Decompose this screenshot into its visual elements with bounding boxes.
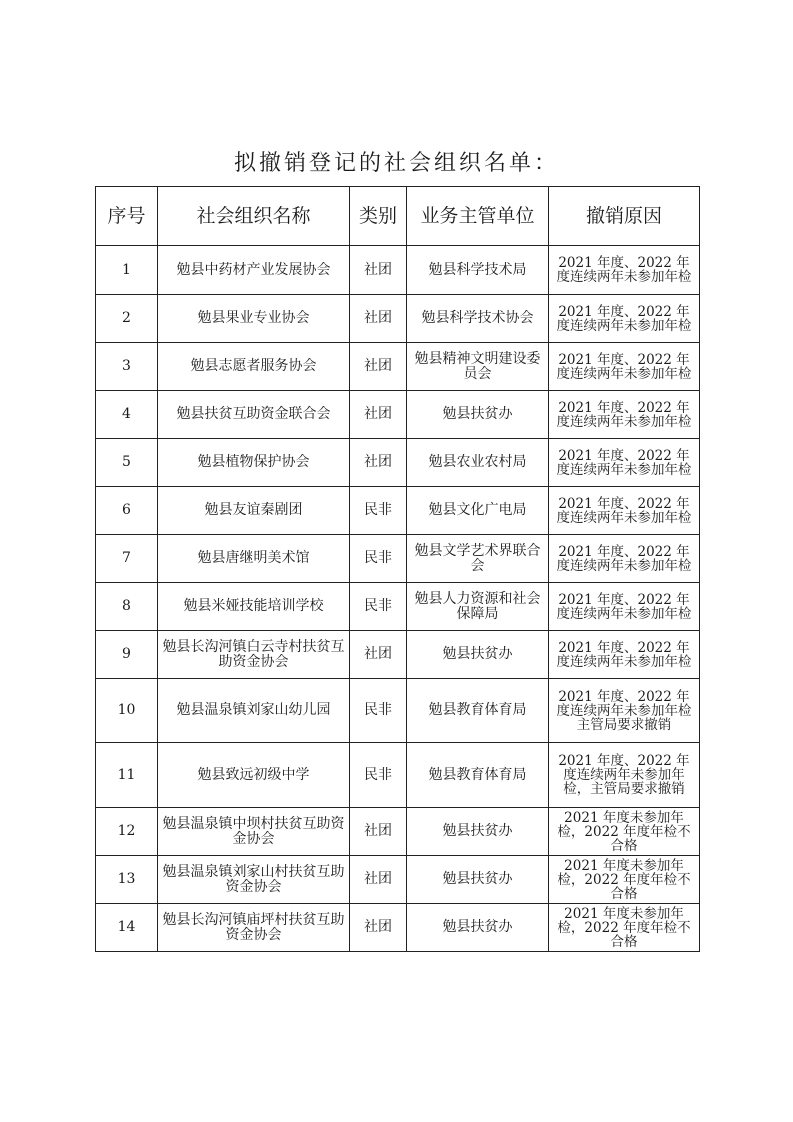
table-row xyxy=(96,246,700,295)
table-row xyxy=(96,904,700,952)
cell-name: 勉县温泉镇刘家山村扶贫互助资金协会 xyxy=(158,856,350,904)
cell-reason: 2021 年度、2022 年度连续两年未参加年检 xyxy=(549,631,700,679)
cell-supervisor: 勉县文化广电局 xyxy=(407,487,549,535)
cell-name: 勉县长沟河镇白云寺村扶贫互助资金协会 xyxy=(158,631,350,679)
table-row xyxy=(96,295,700,343)
table-row xyxy=(96,487,700,535)
cell-reason: 2021 年度、2022 年度连续两年未参加年检 xyxy=(549,246,700,295)
cell-reason: 2021 年度未参加年检，2022 年度年检不合格 xyxy=(549,856,700,904)
cell-category: 民非 xyxy=(350,743,407,808)
cell-name: 勉县温泉镇中坝村扶贫互助资金协会 xyxy=(158,808,350,856)
cell-supervisor: 勉县文学艺术界联合会 xyxy=(407,535,549,583)
cell-no: 2 xyxy=(96,295,158,343)
cell-no: 3 xyxy=(96,343,158,391)
header-category: 类别 xyxy=(350,187,407,246)
table-row xyxy=(96,631,700,679)
cell-reason: 2021 年度未参加年检，2022 年度年检不合格 xyxy=(549,904,700,952)
table-row xyxy=(96,856,700,904)
cell-supervisor: 勉县扶贫办 xyxy=(407,631,549,679)
cell-name: 勉县扶贫互助资金联合会 xyxy=(158,391,350,439)
cell-no: 13 xyxy=(96,856,158,904)
cell-category: 民非 xyxy=(350,487,407,535)
table-row xyxy=(96,343,700,391)
cell-name: 勉县友谊秦剧团 xyxy=(158,487,350,535)
cell-reason: 2021 年度、2022 年度连续两年未参加年检主管局要求撤销 xyxy=(549,679,700,743)
cell-supervisor: 勉县科学技术协会 xyxy=(407,295,549,343)
cell-name: 勉县中药材产业发展协会 xyxy=(158,246,350,295)
cell-no: 14 xyxy=(96,904,158,952)
cell-supervisor: 勉县精神文明建设委员会 xyxy=(407,343,549,391)
cell-supervisor: 勉县扶贫办 xyxy=(407,808,549,856)
cell-no: 8 xyxy=(96,583,158,631)
cell-category: 社团 xyxy=(350,856,407,904)
cell-supervisor: 勉县教育体育局 xyxy=(407,743,549,808)
cell-supervisor: 勉县人力资源和社会保障局 xyxy=(407,583,549,631)
cell-supervisor: 勉县农业农村局 xyxy=(407,439,549,487)
cell-reason: 2021 年度、2022 年度连续两年未参加年检 xyxy=(549,439,700,487)
header-no: 序号 xyxy=(96,187,158,246)
cell-no: 7 xyxy=(96,535,158,583)
cell-reason: 2021 年度、2022 年度连续两年未参加年检 xyxy=(549,583,700,631)
cell-name: 勉县果业专业协会 xyxy=(158,295,350,343)
cell-name: 勉县唐继明美术馆 xyxy=(158,535,350,583)
table-row xyxy=(96,439,700,487)
cell-no: 4 xyxy=(96,391,158,439)
header-supervisor: 业务主管单位 xyxy=(407,187,549,246)
cell-no: 12 xyxy=(96,808,158,856)
cell-no: 9 xyxy=(96,631,158,679)
cell-name: 勉县志愿者服务协会 xyxy=(158,343,350,391)
table-row xyxy=(96,391,700,439)
cell-category: 社团 xyxy=(350,295,407,343)
cell-category: 民非 xyxy=(350,679,407,743)
table-row xyxy=(96,743,700,808)
cell-category: 社团 xyxy=(350,343,407,391)
table-row xyxy=(96,583,700,631)
cell-category: 社团 xyxy=(350,631,407,679)
cell-reason: 2021 年度、2022 年度连续两年未参加年检 xyxy=(549,391,700,439)
cell-category: 社团 xyxy=(350,439,407,487)
cell-name: 勉县长沟河镇庙坪村扶贫互助资金协会 xyxy=(158,904,350,952)
table-row xyxy=(96,679,700,743)
table-header-row xyxy=(96,187,700,246)
cell-reason: 2021 年度、2022 年度连续两年未参加年检 xyxy=(549,487,700,535)
cell-category: 社团 xyxy=(350,904,407,952)
cell-reason: 2021 年度、2022 年度连续两年未参加年检 xyxy=(549,343,700,391)
cell-category: 社团 xyxy=(350,391,407,439)
cell-no: 10 xyxy=(96,679,158,743)
cell-no: 1 xyxy=(96,246,158,295)
cell-supervisor: 勉县扶贫办 xyxy=(407,904,549,952)
cell-category: 民非 xyxy=(350,535,407,583)
cell-reason: 2021 年度、2022 年度连续两年未参加年检 xyxy=(549,535,700,583)
cell-category: 社团 xyxy=(350,808,407,856)
cell-category: 社团 xyxy=(350,246,407,295)
organization-table xyxy=(95,186,700,952)
cell-no: 11 xyxy=(96,743,158,808)
header-reason: 撤销原因 xyxy=(549,187,700,246)
table-row xyxy=(96,535,700,583)
table-row xyxy=(96,808,700,856)
page-title: 拟撤销登记的社会组织名单： xyxy=(233,151,559,176)
cell-name: 勉县温泉镇刘家山幼儿园 xyxy=(158,679,350,743)
cell-supervisor: 勉县科学技术局 xyxy=(407,246,549,295)
cell-no: 5 xyxy=(96,439,158,487)
cell-reason: 2021 年度、2022 年度连续两年未参加年检 xyxy=(549,295,700,343)
cell-category: 民非 xyxy=(350,583,407,631)
cell-reason: 2021 年度、2022 年度连续两年未参加年检，主管局要求撤销 xyxy=(549,743,700,808)
cell-name: 勉县米娅技能培训学校 xyxy=(158,583,350,631)
header-name: 社会组织名称 xyxy=(158,187,350,246)
cell-supervisor: 勉县扶贫办 xyxy=(407,856,549,904)
cell-supervisor: 勉县扶贫办 xyxy=(407,391,549,439)
cell-name: 勉县植物保护协会 xyxy=(158,439,350,487)
cell-no: 6 xyxy=(96,487,158,535)
cell-supervisor: 勉县教育体育局 xyxy=(407,679,549,743)
cell-reason: 2021 年度未参加年检，2022 年度年检不合格 xyxy=(549,808,700,856)
cell-name: 勉县致远初级中学 xyxy=(158,743,350,808)
